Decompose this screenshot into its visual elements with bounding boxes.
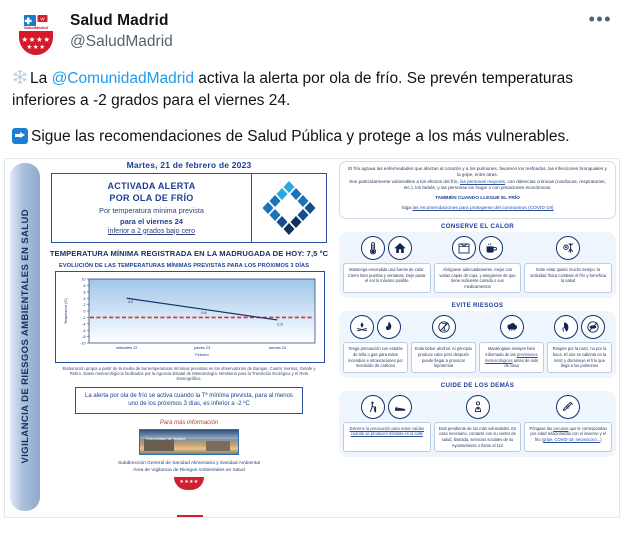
more-info-label: Para más información (159, 419, 219, 426)
alert-box (51, 173, 327, 243)
card-icons (500, 315, 524, 339)
card-breathe-nose (547, 315, 612, 372)
temperature-chart (55, 271, 325, 363)
card-link-falls[interactable]: Extreme la precaución para evitar caídas cuando se producen heladas en la calle (349, 425, 425, 437)
no-mouth-breathing-icon (581, 315, 605, 339)
section-title-1: CONSERVE EL CALOR (441, 223, 514, 231)
alert-line-5: inferior a 2 grados bajo cero (107, 227, 196, 235)
snowflake-icon (12, 69, 28, 85)
tweet-body (0, 58, 624, 156)
clothes-icon (452, 236, 476, 260)
card-text: Evite estar quieto mucho tiempo: la actividad física combate el frío y beneficia la salud (524, 263, 612, 293)
svg-text:10: 10 (81, 277, 86, 282)
svg-text:jueves 23: jueves 23 (193, 345, 211, 350)
card-icons (350, 315, 401, 339)
tweet-text-pre: La (30, 70, 52, 87)
alert-line-1: ACTIVADA ALERTA (107, 180, 196, 191)
intro-link-pre: Siga (401, 206, 413, 212)
svg-text:-2,8: -2,8 (276, 321, 283, 326)
footer-organization (45, 460, 333, 474)
author-name[interactable]: Salud Madrid (70, 12, 169, 29)
svg-text:Febrero: Febrero (195, 352, 209, 357)
card-text: Abríguese adecuadamente, mejor con varias capas de ropa, y asegúrese de que tiene suficiente comida o sus medicamentos (434, 263, 522, 293)
temperature-today-label: TEMPERATURA MÍNIMA REGISTRADA EN LA MADRUGADA DE HOY: 7,5 ºC (49, 248, 329, 258)
elderly-walking-icon (361, 395, 385, 419)
intro-bold-line: TAMBIÉN CUANDO LLEGUE EL FRÍO (435, 195, 520, 201)
intro-covid-line (347, 206, 608, 213)
mention-comunidadmadrid[interactable]: @ComunidadMadrid (51, 70, 194, 87)
no-alcohol-icon (432, 315, 456, 339)
intro-line-2-pre: Son particularmente vulnerables a los efectos del frío, (349, 178, 461, 184)
svg-text:★★★★: ★★★★ (21, 35, 51, 44)
card-link-vacunas[interactable]: vacunas (553, 425, 569, 431)
tweet-paragraph-1 (12, 68, 612, 111)
big-snowflake-icon (258, 177, 320, 239)
shoes-icon (388, 395, 412, 419)
svg-text:4: 4 (83, 296, 86, 301)
card-text: Evite beber alcohol. Al principio produce calor pero después puede llegar a provocar hipotermia (411, 342, 476, 372)
card-icons (361, 395, 412, 419)
card-icons (361, 236, 412, 260)
right-arrow-icon (12, 128, 28, 144)
card-link-meteo[interactable]: previsiones meteorológicas (484, 352, 538, 363)
section-title-2: EVITE RIESGOS (451, 302, 504, 310)
svg-text:2: 2 (83, 302, 86, 307)
sidebar-vertical-banner (10, 163, 40, 511)
svg-text:W: W (40, 16, 45, 22)
intro-covid-link[interactable]: las recomendaciones para protegerse del coronavirus (COVID-19) (412, 206, 554, 212)
sidebar-label: VIGILANCIA DE RIESGOS AMBIENTALES EN SALUD (19, 209, 31, 464)
hot-drink-icon (479, 236, 503, 260)
svg-text:-4: -4 (82, 321, 86, 326)
card-text: Tenga precaución con estufas de leña o gas para evitar incendios e intoxicaciones por monóxido de carbono (343, 342, 408, 372)
weather-cloud-icon (500, 315, 524, 339)
tweet-text-2: Sigue las recomendaciones de Salud Pública y protege a los más vulnerables. (31, 128, 570, 145)
card-text (524, 422, 612, 452)
svg-text:4,0: 4,0 (128, 299, 134, 304)
flame-icon (377, 315, 401, 339)
card-icons (452, 236, 503, 260)
card-icons (556, 395, 580, 419)
card-stoves (343, 315, 408, 372)
svg-text:viernes 24: viernes 24 (268, 345, 287, 350)
vaccine-icon (556, 395, 580, 419)
right-column (337, 159, 619, 517)
bonfire-icon (350, 315, 374, 339)
intro-line-2 (347, 179, 608, 192)
card-text: Mantenga encendida una fuente de calor. Cierre bien puertas y ventanas. Deje pasar el sol lo máximo posible (343, 263, 431, 293)
thermometer-icon (361, 236, 385, 260)
svg-text:-10: -10 (80, 341, 86, 346)
chart-svg (59, 275, 321, 361)
exercise-icon (556, 236, 580, 260)
intro-line-1: El frío agrava las enfermedades que afectan al corazón y a los pulmones, favorece los resfriados, las infecciones bronquiales y la gripe, entre otras. (348, 165, 607, 178)
card-text-pre: Manténgase siempre bien informado de las (485, 346, 536, 358)
svg-text:-8: -8 (82, 334, 86, 339)
alert-line-2: POR OLA DE FRÍO (109, 192, 194, 203)
footer-line-1: Subdirección General de Sanidad Alimentaria y Sanidad Ambiental (118, 460, 260, 466)
house-icon (388, 236, 412, 260)
card-text-post: antes de salir de casa (504, 357, 539, 369)
svg-text:8: 8 (83, 283, 86, 288)
svg-text:6: 6 (83, 289, 86, 294)
section-title-3: CUIDE DE LOS DEMÁS (440, 381, 515, 389)
card-text: Esté pendiente de los más vulnerables. En caso necesario, contacte con su centro de salud, llamada, servicios sociales de su Ayuntamiento o llame al 112 (434, 422, 522, 452)
card-text: Respire por la nariz, no por la boca. El aire se calienta en la nariz y disminuye el frío que llega a los pulmones (547, 342, 612, 372)
alert-rule-box: La alerta por ola de frío se activa cuando la Tª mínima prevista, para al menos uno de los próximos 3 días, es inferior a -2 ºC (75, 387, 303, 414)
card-text-end: ) (600, 437, 602, 442)
card-text (343, 422, 431, 452)
card-heat-source (343, 236, 431, 293)
photo-building-right (206, 441, 230, 451)
card-text (479, 342, 544, 372)
chart-title: EVOLUCIÓN DE LAS TEMPERATURAS MÍNIMAS PREVISTAS PARA LOS PRÓXIMOS 3 DÍAS (59, 262, 310, 269)
avatar[interactable] (12, 10, 60, 58)
author-block (70, 10, 173, 52)
svg-text:-2: -2 (82, 315, 86, 320)
infographic-image[interactable] (4, 158, 620, 518)
card-text-pre: Póngase las (529, 425, 554, 431)
salud-madrid-logo-icon (15, 12, 57, 56)
photo-caption: Comunidad de Madrid (146, 435, 186, 441)
photo-banner[interactable] (139, 429, 239, 455)
intro-line-2-post: , con dolencias crónicas (cardíacas, respiratorias, etc.), los bebés, y las personas sin hogar o con privaciones económicas. (403, 178, 606, 191)
svg-text:★★★: ★★★ (26, 44, 46, 51)
left-column (43, 159, 337, 517)
card-icons (554, 315, 605, 339)
footer-madrid-logo-icon (174, 477, 204, 490)
card-icons (466, 395, 490, 419)
intro-link-mayores[interactable]: las personas mayores (460, 178, 505, 184)
date-title: Martes, 21 de febrero de 2023 (126, 159, 252, 170)
section-body-2 (339, 311, 616, 377)
chart-source-note: Elaboración propia a partir de la media de las temperaturas mínimas previstas en los observatorios de Barajas, Cuatro Vientos, Getafe y Retiro. Datos meteorológicos facilitados por la Agencia Estatal de Meteorología. Ministerio para la Transición Ecológica y el Reto Demográfico. (62, 365, 316, 382)
alert-text-block (52, 174, 252, 242)
alert-line-3: Por temperatura mínima prevista (99, 205, 204, 215)
card-physical-activity (524, 236, 612, 293)
svg-text:0: 0 (83, 309, 86, 314)
tweet-header (0, 0, 624, 58)
footer-stars: ★★★★ (179, 478, 199, 485)
svg-text:Temperatura (ºC): Temperatura (ºC) (64, 297, 68, 324)
section-evite-riesgos (339, 302, 616, 377)
tweet-text-post: activa la alerta por ola de frío. Se prevén temperaturas inferiores a -2 grados para el viernes 24. (12, 70, 574, 109)
alert-line-4: para el viernes 24 (120, 216, 183, 226)
tweet-paragraph-2 (12, 126, 612, 148)
author-handle[interactable]: @SaludMadrid (70, 33, 173, 50)
person-care-icon (466, 395, 490, 419)
section-body-1 (339, 232, 616, 298)
more-options-button[interactable]: ••• (588, 9, 612, 29)
scarf-icon (554, 315, 578, 339)
card-clothing-food (434, 236, 522, 293)
footer-line-2: Área de Vigilancia de Riesgos Ambientales en Salud (133, 467, 245, 473)
svg-text:0,6: 0,6 (201, 310, 207, 315)
svg-text:-6: -6 (82, 328, 86, 333)
svg-text:SaludMadrid: SaludMadrid (23, 25, 49, 30)
section-cuide-de-los-demas (339, 382, 616, 457)
card-weather-forecast (479, 315, 544, 372)
section-conserve-el-calor (339, 223, 616, 298)
svg-text:miércoles 22: miércoles 22 (115, 345, 138, 350)
card-avoid-falls (343, 395, 431, 452)
card-text-post: que le correspondan por edad relacionadas con el invierno y el frío ( (530, 425, 607, 442)
card-vaccines (524, 395, 612, 452)
section-body-3 (339, 391, 616, 457)
alert-snowflake-illustration (252, 174, 326, 242)
card-icons (432, 315, 456, 339)
card-link-gripe[interactable]: gripe, COVID-19, neumococo... (543, 437, 601, 442)
card-icons (556, 236, 580, 260)
bottom-accent-tick (177, 515, 203, 517)
card-no-alcohol (411, 315, 476, 372)
card-vulnerable-people (434, 395, 522, 452)
intro-card (339, 161, 616, 220)
